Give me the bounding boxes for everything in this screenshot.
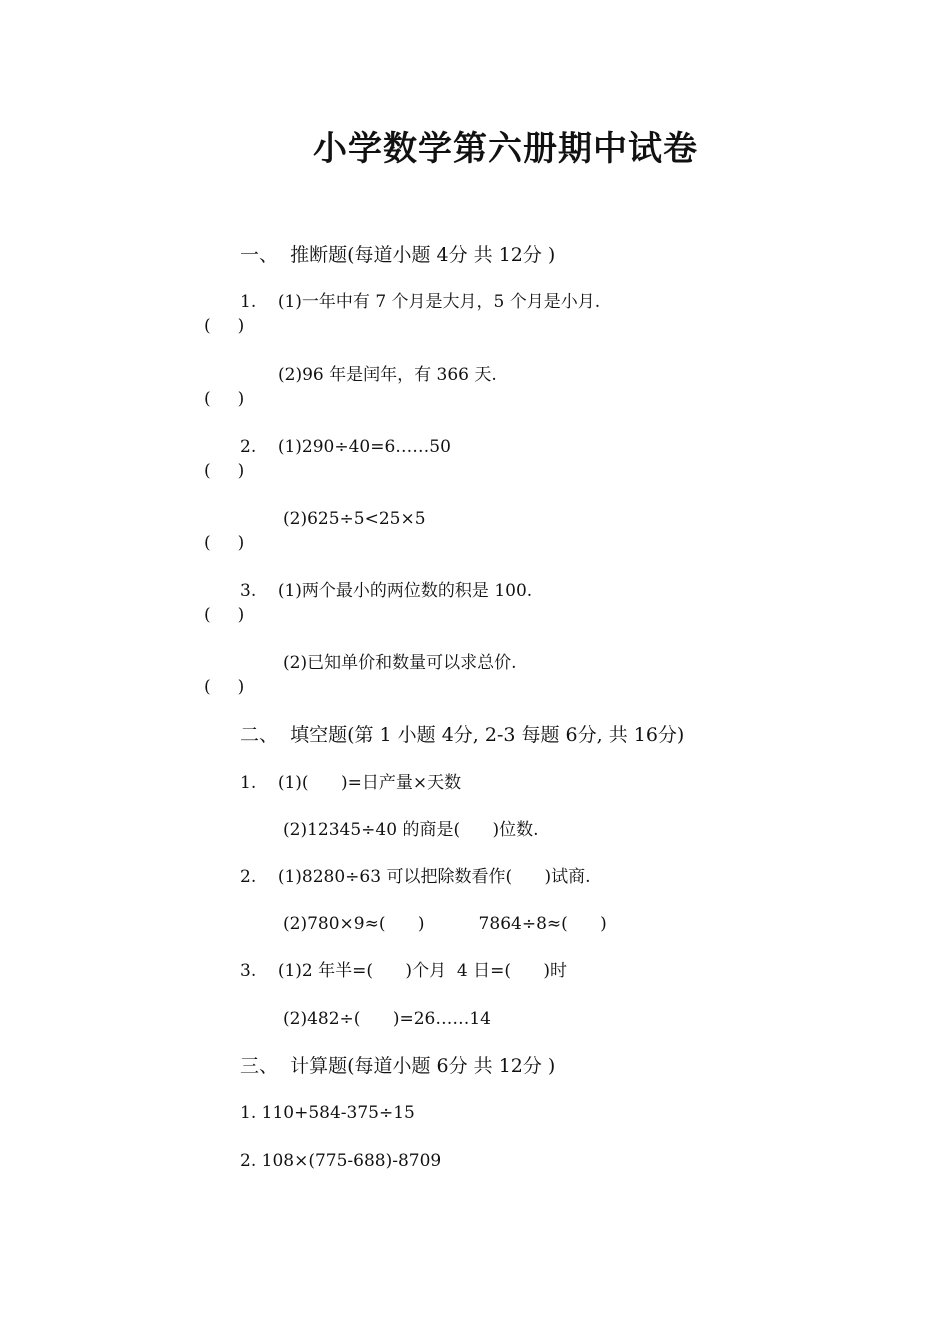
fill-3-2: (2)482÷( )=26……14 xyxy=(283,1009,491,1029)
question-1-1: 1. (1)一年中有 7 个月是大月，5 个月是小月. xyxy=(240,292,601,312)
fill-2-1: 2. (1)8280÷63 可以把除数看作( )试商. xyxy=(240,867,591,887)
fill-3-1: 3. (1)2 年半=( )个月 4 日=( )时 xyxy=(240,961,568,981)
question-1-2: (2)96 年是闰年，有 366 天. xyxy=(278,365,497,385)
calc-1: 1. 110+584-375÷15 xyxy=(240,1103,415,1123)
answer-blank-2-2: ( ) xyxy=(204,533,245,553)
section-3-header: 三、 计算题(每道小题 6分 共 12分 ) xyxy=(240,1055,556,1077)
question-2-2: (2)625÷5<25×5 xyxy=(283,509,426,529)
answer-blank-2-1: ( ) xyxy=(204,461,245,481)
question-3-2: (2)已知单价和数量可以求总价. xyxy=(283,653,517,673)
fill-1-1: 1. (1)( )=日产量×天数 xyxy=(240,773,462,793)
calc-2: 2. 108×(775-688)-8709 xyxy=(240,1151,442,1171)
answer-blank-3-1: ( ) xyxy=(204,605,245,625)
answer-blank-1-2: ( ) xyxy=(204,389,245,409)
page-title: 小学数学第六册期中试卷 xyxy=(313,129,698,169)
answer-blank-1-1: ( ) xyxy=(204,316,245,336)
section-1-header: 一、 推断题(每道小题 4分 共 12分 ) xyxy=(240,244,556,266)
question-2-1: 2. (1)290÷40=6……50 xyxy=(240,437,451,457)
fill-1-2: (2)12345÷40 的商是( )位数. xyxy=(283,820,539,840)
question-3-1: 3. (1)两个最小的两位数的积是 100. xyxy=(240,581,533,601)
answer-blank-3-2: ( ) xyxy=(204,677,245,697)
section-2-header: 二、 填空题(第 1 小题 4分, 2-3 每题 6分, 共 16分) xyxy=(240,724,685,746)
fill-2-2: (2)780×9≈( ) 7864÷8≈( ) xyxy=(283,914,607,934)
